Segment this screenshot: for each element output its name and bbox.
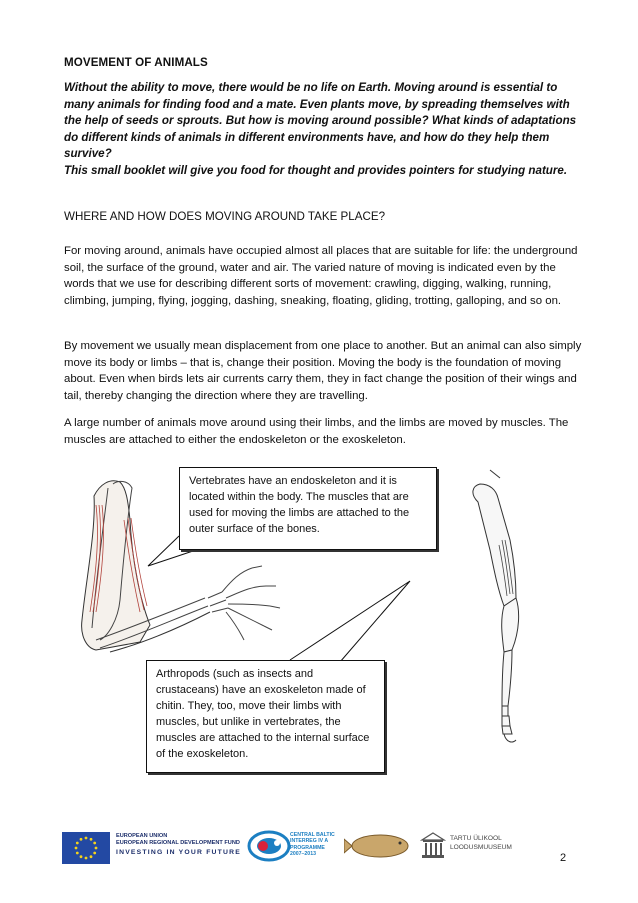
footer-logos <box>62 825 582 865</box>
intro-line: the help of seeds or sprouts. But how is moving around possible? What kinds of adaptations <box>64 114 577 127</box>
callout-vertebrates: Vertebrates have an endoskeleton and it is located within the body. The muscles that are used for moving the limbs are attached to the outer surface of the bones. <box>179 467 437 550</box>
cb-line: INTERREG IV A <box>290 838 329 845</box>
intro-line: This small booklet will give you food for thought and provides pointers for studying nature. <box>64 163 568 177</box>
intro-line: do different kinds of animals in different environments have, and how do they help them <box>64 130 550 144</box>
intro-line: Without the ability to move, there would be no life on Earth. Moving around is essential to <box>64 81 558 94</box>
section-heading: WHERE AND HOW DOES MOVING AROUND TAKE PLACE? <box>64 210 386 223</box>
eu-stars <box>62 832 110 864</box>
eu-flag-icon <box>62 832 110 864</box>
university-building-logo <box>420 831 446 861</box>
callout-arthropods: Arthropods (such as insects and crustaceans) have an exoskeleton made of chitin. They, too, move their limbs with muscles, but unlike in vertebrates, the muscles are attached to the internal surface of the exoskeleton. <box>146 660 385 773</box>
cb-line: CENTRAL BALTIC <box>290 832 335 838</box>
central-baltic-text <box>290 832 335 857</box>
eu-slogan: INVESTING IN YOUR FUTURE <box>116 849 241 856</box>
tartu-university-text <box>450 834 512 852</box>
tu-line: LOODUSMUUSEUM <box>450 844 512 851</box>
paragraph-limbs: A large number of animals move around using their limbs, and the limbs are moved by muscles. The muscles are attached to either the endoskeleton or the exoskeleton. <box>64 417 569 446</box>
cb-line: 2007–2013 <box>290 850 316 857</box>
eu-line: EUROPEAN UNION <box>116 833 168 839</box>
callout-pointers <box>148 536 410 662</box>
tu-line: TARTU ÜLIKOOL <box>450 835 502 842</box>
hand-bones <box>208 566 280 640</box>
eu-fund-text <box>116 833 241 856</box>
page-number: 2 <box>560 852 567 864</box>
central-baltic-logo <box>247 829 291 863</box>
intro-line: many animals for finding food and a mate. Even plants move, by spreading themselves with <box>64 97 570 111</box>
eu-line: EUROPEAN REGIONAL DEVELOPMENT FUND <box>116 840 240 846</box>
insect-leg-illustration <box>473 470 519 742</box>
paragraph-habitats: For moving around, animals have occupied almost all places that are suitable for life: the underground soil, the surface of the ground, water and air. The varied nature of moving is indicated even by the words that we use for describing different sorts of movement: crawling, digging, walking, running, climbing, jumping, flying, jogging, dashing, sneaking, floating, gliding, trotting, galloping, and so on. <box>64 245 578 307</box>
intro-line: survive? <box>64 147 112 160</box>
fish-logo <box>344 831 414 861</box>
cb-line: PROGRAMME <box>290 844 325 851</box>
page-title: MOVEMENT OF ANIMALS <box>64 56 208 69</box>
paragraph-displacement: By movement we usually mean displacement from one place to another. But an animal can also simply move its body or limbs – that is, change their position. Moving the body is the foundation of moving about. Even when birds lets air currents carry them, they in fact change the position of their wings and tail, thereby changing the direction where they are travelling. <box>64 340 582 402</box>
